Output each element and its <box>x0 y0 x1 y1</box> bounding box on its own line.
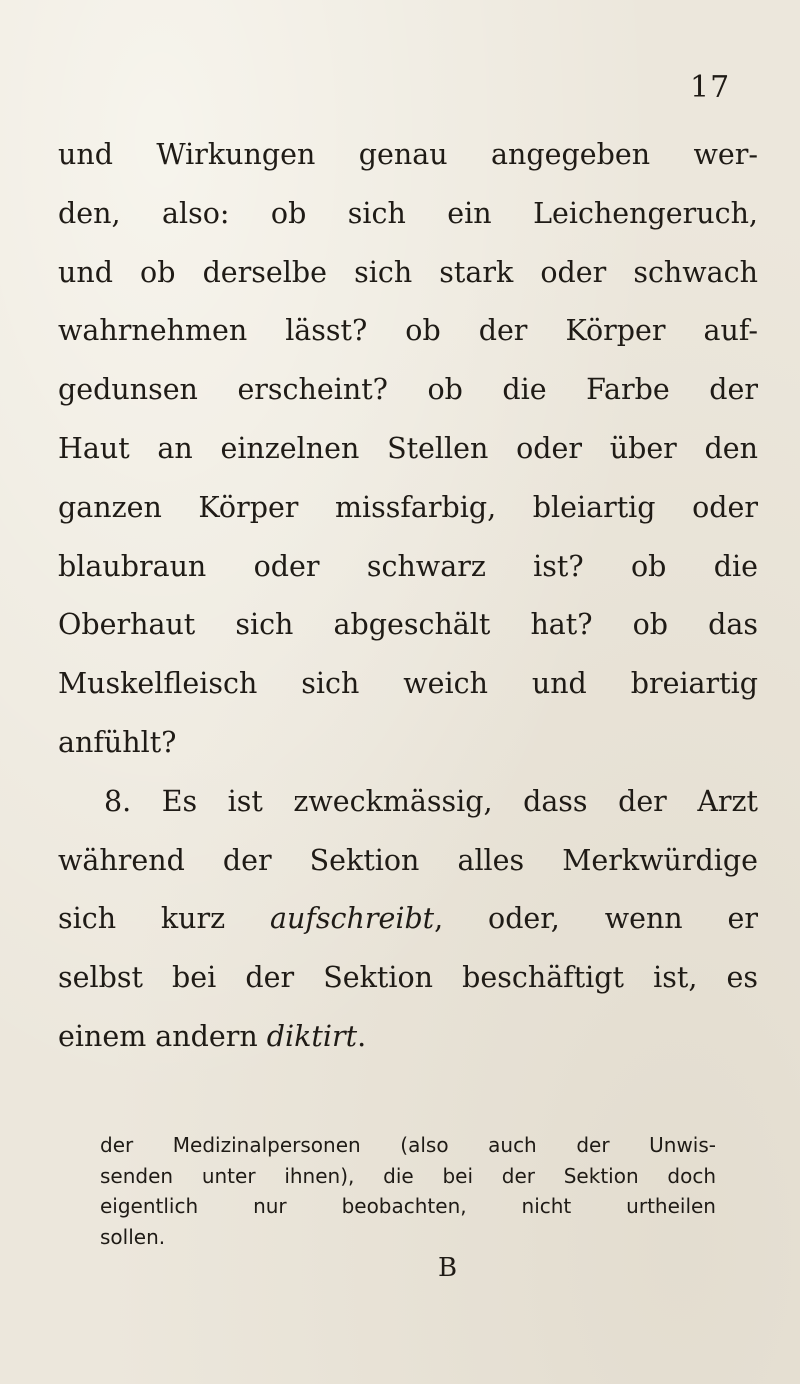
text-line: und Wirkungen genau angegeben wer- <box>58 138 758 171</box>
text-line <box>58 890 758 949</box>
text-line: Oberhaut sich abgeschält hat? ob das <box>58 608 758 642</box>
emphasized-word: aufschreibt <box>270 902 435 936</box>
text-line-section-8: 8. Es ist zweckmässig, dass der Arzt <box>104 784 758 818</box>
emphasized-word: diktirt <box>266 1019 358 1053</box>
footnote-line: sollen. <box>100 1225 166 1250</box>
text-span: einem andern <box>58 1019 267 1053</box>
text-line: wahrnehmen lässt? ob der Körper auf- <box>58 314 758 348</box>
page-number: 17 <box>690 70 731 105</box>
footnote-line: der Medizinalpersonen (also auch der Unwis- <box>100 1133 716 1157</box>
text-line: während der Sektion alles Merkwürdige <box>58 843 758 877</box>
text-line: blaubraun oder schwarz ist? ob die <box>58 549 758 583</box>
footnote <box>100 1130 716 1253</box>
text-line: Haut an einzelnen Stellen oder über den <box>58 431 758 465</box>
text-line: den, also: ob sich ein Leichengeruch, <box>58 196 758 230</box>
text-line: Muskelfleisch sich weich und breiartig <box>58 667 758 701</box>
signature-mark: B <box>438 1253 458 1283</box>
footnote-line: eigentlich nur beobachten, nicht urtheilen <box>100 1194 716 1219</box>
text-line <box>58 1008 758 1067</box>
text-span: sich kurz <box>58 902 270 936</box>
footnote-line: senden unter ihnen), die bei der Sektion doch <box>100 1163 716 1188</box>
text-span: , oder, wenn er <box>434 902 758 936</box>
text-line: und ob derselbe sich stark oder schwach <box>58 255 758 289</box>
text-span: . <box>357 1019 367 1053</box>
body-text <box>58 126 758 1067</box>
text-line: anfühlt? <box>58 725 177 759</box>
text-line: selbst bei der Sektion beschäftigt ist, es <box>58 961 758 995</box>
text-line: ganzen Körper missfarbig, bleiartig oder <box>58 490 758 524</box>
text-line: gedunsen erscheint? ob die Farbe der <box>58 373 758 407</box>
